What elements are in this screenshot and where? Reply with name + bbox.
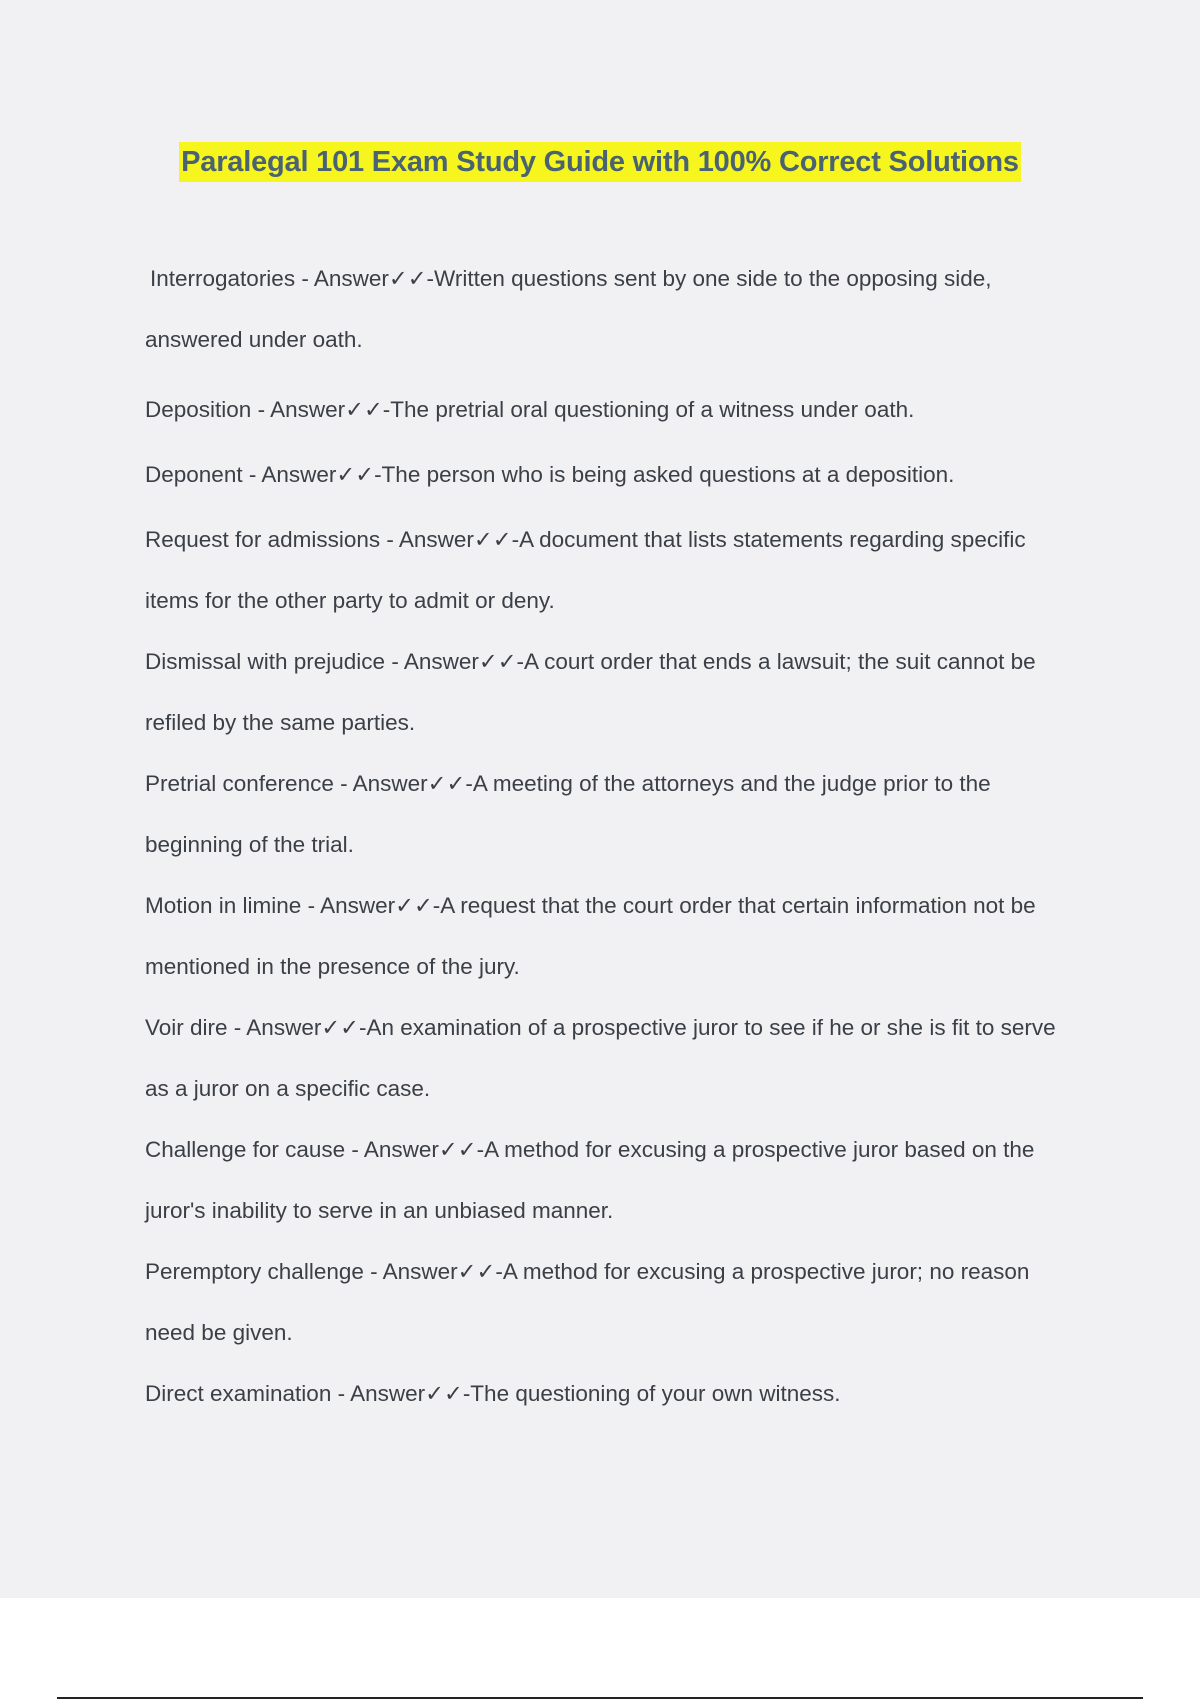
entry-deposition: Deposition - Answer✓✓-The pretrial oral questioning of a witness under oath. [145,397,915,422]
entry-pretrial-conference: Pretrial conference - Answer✓✓-A meeting of the attorneys and the judge prior to the beginning of the trial. [145,771,991,857]
footer-divider [57,1697,1143,1699]
entry-peremptory-challenge: Peremptory challenge - Answer✓✓-A method for excusing a prospective juror; no reason need be given. [145,1259,1030,1345]
title-container [0,142,1200,182]
entry-direct-examination: Direct examination - Answer✓✓-The questioning of your own witness. [145,1381,841,1406]
entry-interrogatories: Interrogatories - Answer✓✓-Written questions sent by one side to the opposing side, answered under oath. [145,266,992,352]
entry-dismissal-with-prejudice: Dismissal with prejudice - Answer✓✓-A court order that ends a lawsuit; the suit cannot be refiled by the same parties. [145,649,1036,735]
entry-list [145,248,1085,1424]
entry-voir-dire: Voir dire - Answer✓✓-An examination of a prospective juror to see if he or she is fit to serve as a juror on a specific case. [145,1015,1056,1101]
document-title: Paralegal 101 Exam Study Guide with 100% Correct Solutions [179,142,1021,182]
entry-motion-in-limine: Motion in limine - Answer✓✓-A request that the court order that certain information not be mentioned in the presence of the jury. [145,893,1036,979]
entry-deponent: Deponent - Answer✓✓-The person who is being asked questions at a deposition. [145,462,955,487]
entry-request-for-admissions: Request for admissions - Answer✓✓-A document that lists statements regarding specific items for the other party to admit or deny. [145,527,1026,613]
entry-challenge-for-cause: Challenge for cause - Answer✓✓-A method for excusing a prospective juror based on the juror's inability to serve in an unbiased manner. [145,1137,1035,1223]
